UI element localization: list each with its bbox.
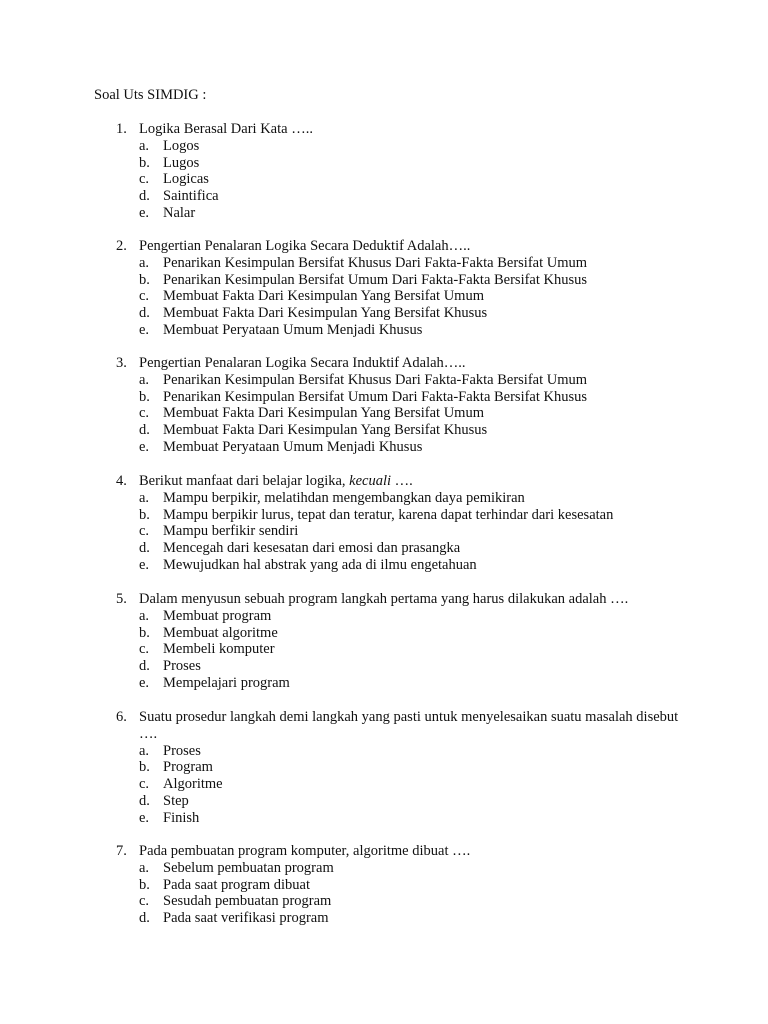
option-text: Mampu berfikir sendiri	[163, 523, 299, 540]
option-letter: d.	[139, 910, 150, 927]
option-letter: a.	[139, 137, 150, 154]
option-letter: a.	[139, 859, 150, 876]
option-text: Mampu berpikir lurus, tepat dan teratur, karena dapat terhindar dari kesesatan	[163, 506, 614, 523]
option-text: Program	[163, 759, 213, 776]
option-letter: c.	[139, 893, 150, 910]
option-text: Logos	[163, 137, 200, 154]
question-text	[139, 843, 699, 860]
option-text: Membuat Fakta Dari Kesimpulan Yang Bersifat Umum	[163, 405, 484, 422]
option-letter: a.	[139, 607, 150, 624]
option-text: Membuat Fakta Dari Kesimpulan Yang Bersifat Khusus	[163, 422, 488, 439]
option-letter: b.	[139, 506, 150, 523]
option-text: Mempelajari program	[163, 674, 290, 691]
question-ellipsis: ….	[606, 591, 629, 607]
question-stem: Berikut manfaat dari belajar logika,	[139, 473, 350, 489]
option-letter: e.	[139, 438, 150, 455]
option-text: Penarikan Kesimpulan Bersifat Khusus Dari Fakta-Fakta Bersifat Umum	[163, 371, 588, 388]
question-number: 2.	[116, 238, 127, 254]
option-letter: d.	[139, 188, 150, 205]
option-text: Saintifica	[163, 188, 219, 205]
option-letter: b.	[139, 271, 150, 288]
option-text: Mencegah dari kesesatan dari emosi dan prasangka	[163, 540, 461, 557]
option-letter: a.	[139, 254, 150, 271]
question-text	[139, 709, 699, 743]
question-stem: Dalam menyusun sebuah program langkah pertama yang harus dilakukan adalah	[139, 591, 607, 607]
option-letter: e.	[139, 556, 150, 573]
question-stem: Suatu prosedur langkah demi langkah yang pasti untuk menyelesaikan suatu masalah disebut	[139, 709, 679, 725]
option-letter: a.	[139, 489, 150, 506]
option-letter: e.	[139, 809, 150, 826]
question-ellipsis: ….	[391, 473, 413, 489]
option-letter: b.	[139, 154, 150, 171]
question-ellipsis: ….	[448, 843, 471, 859]
option-letter: c.	[139, 171, 150, 188]
option-text: Finish	[163, 809, 200, 826]
option-letter: b.	[139, 759, 150, 776]
option-letter: d.	[139, 540, 150, 557]
option-text: Step	[163, 792, 189, 809]
question-text	[139, 355, 699, 372]
option-letter: b.	[139, 388, 150, 405]
option-letter: b.	[139, 624, 150, 641]
option-text: Logicas	[163, 171, 209, 188]
option-text: Mewujudkan hal abstrak yang ada di ilmu engetahuan	[163, 556, 477, 573]
option-letter: c.	[139, 405, 150, 422]
option-letter: c.	[139, 288, 150, 305]
option-text: Membuat Peryataan Umum Menjadi Khusus	[163, 438, 423, 455]
option-text: Nalar	[163, 204, 196, 221]
option-text: Membuat program	[163, 607, 272, 624]
option-text: Penarikan Kesimpulan Bersifat Umum Dari Fakta-Fakta Bersifat Khusus	[163, 271, 588, 288]
option-text: Proses	[163, 742, 201, 759]
question-text	[139, 121, 699, 138]
option-letter: b.	[139, 876, 150, 893]
question-number: 3.	[116, 355, 127, 371]
question-stem: Pada pembuatan program komputer, algoritme dibuat	[139, 843, 449, 859]
document-title: Soal Uts SIMDIG :	[94, 87, 207, 103]
option-letter: a.	[139, 371, 150, 388]
option-letter: d.	[139, 658, 150, 675]
option-letter: e.	[139, 204, 150, 221]
question-ellipsis: ….	[139, 725, 158, 742]
option-text: Membuat Fakta Dari Kesimpulan Yang Bersifat Umum	[163, 288, 484, 305]
option-letter: c.	[139, 523, 150, 540]
option-letter: d.	[139, 305, 150, 322]
option-text: Mampu berpikir, melatihdan mengembangkan daya pemikiran	[163, 489, 525, 506]
option-letter: a.	[139, 742, 150, 759]
question-ellipsis: …..	[287, 121, 313, 137]
question-number: 6.	[116, 709, 127, 725]
question-number: 1.	[116, 121, 127, 137]
option-text: Algoritme	[163, 776, 223, 793]
question-stem: Pengertian Penalaran Logika Secara Induktif Adalah	[139, 355, 444, 371]
option-text: Membuat algoritme	[163, 624, 278, 641]
question-number: 4.	[116, 473, 127, 489]
option-letter: d.	[139, 792, 150, 809]
option-text: Penarikan Kesimpulan Bersifat Khusus Dari Fakta-Fakta Bersifat Umum	[163, 254, 588, 271]
option-letter: c.	[139, 776, 150, 793]
option-text: Membeli komputer	[163, 641, 275, 658]
question-number: 7.	[116, 843, 127, 859]
question-stem: Pengertian Penalaran Logika Secara Deduktif Adalah	[139, 238, 449, 254]
option-text: Sebelum pembuatan program	[163, 859, 334, 876]
question-ellipsis: …..	[448, 238, 471, 254]
option-text: Membuat Fakta Dari Kesimpulan Yang Bersifat Khusus	[163, 305, 488, 322]
option-letter: d.	[139, 422, 150, 439]
option-text: Sesudah pembuatan program	[163, 893, 332, 910]
option-text: Membuat Peryataan Umum Menjadi Khusus	[163, 321, 423, 338]
question-emphasis: kecuali	[349, 473, 392, 489]
option-text: Lugos	[163, 154, 200, 171]
option-letter: e.	[139, 321, 150, 338]
question-stem: Logika Berasal Dari Kata	[139, 121, 288, 137]
option-letter: c.	[139, 641, 150, 658]
option-text: Proses	[163, 658, 201, 675]
option-text: Penarikan Kesimpulan Bersifat Umum Dari Fakta-Fakta Bersifat Khusus	[163, 388, 588, 405]
question-ellipsis: …..	[443, 355, 466, 371]
question-text	[139, 238, 699, 255]
option-text: Pada saat verifikasi program	[163, 910, 329, 927]
question-text	[139, 473, 699, 490]
question-text	[139, 591, 699, 608]
question-number: 5.	[116, 591, 127, 607]
option-letter: e.	[139, 674, 150, 691]
option-text: Pada saat program dibuat	[163, 876, 310, 893]
